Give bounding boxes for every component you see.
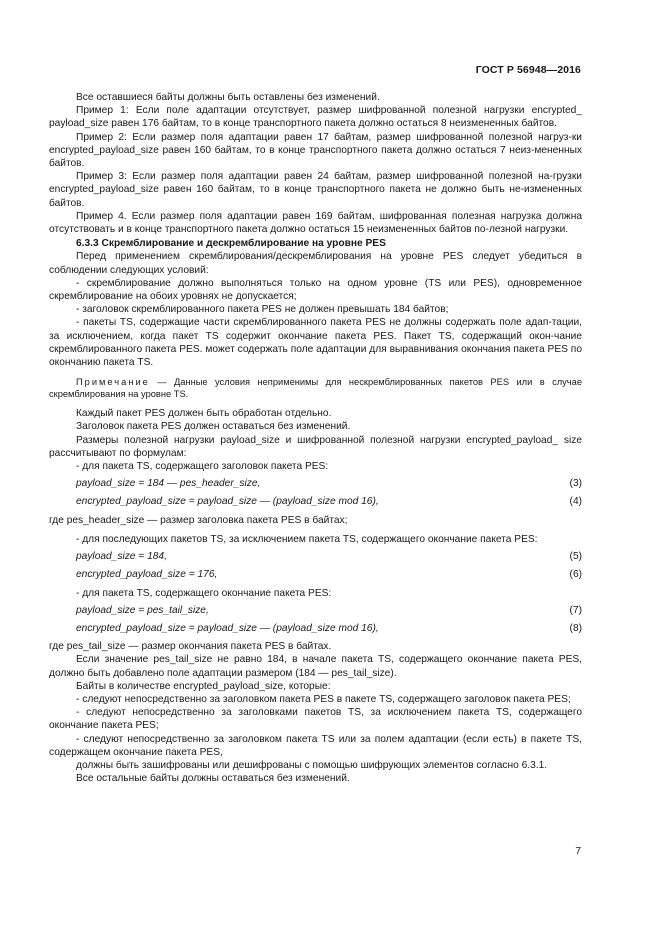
paragraph: Каждый пакет PES должен быть обработан отдельно. (76, 408, 332, 420)
formula-row (49, 622, 582, 635)
document-body (49, 91, 582, 785)
example-4: Пример 4. Если размер поля адаптации равен 169 байтам, шифрованная полезная нагрузка должна отсутствовать и в конце транспортного пакета должно остаться 15 неизмененных байтов по-лезной нагрузки. (49, 210, 582, 236)
paragraph: Размеры полезной нагрузки payload_size и шифрованной полезной нагрузки encrypted_payload_ size рассчитывают по формулам: (49, 434, 582, 459)
bullet-item: - следуют непосредственно за заголовком пакета PES в пакете TS, содержащего заголовок пакета PES; (76, 693, 571, 705)
formula-number: (8) (569, 622, 582, 634)
paragraph: Все остальные байты должны оставаться без изменений. (76, 773, 350, 785)
case-item: - для пакета TS, содержащего окончание пакета PES: (76, 587, 332, 599)
example-2: Пример 2: Если размер поля адаптации равен 17 байтам, размер шифрованной полезной нагруз-ки encrypted_payload_size равен 160 байтам, то в конце транспортного пакета должно остаться 7 неиз-мененных байтов. (49, 131, 582, 170)
condition-item: - пакеты TS, содержащие части скремблированного пакета PES не должны содержать поле адап-тации, за исключением, когда пакет TS содержит окончание пакета PES. Пакет TS, содержащий окон-чание скремблированного пакета PES. может содержать поле адаптации для выравнивания окончания пакета PES по окончанию пакета TS. (49, 317, 582, 369)
formula-expression: encrypted_payload_size = 176, (76, 569, 218, 581)
paragraph: Все оставшиеся байты должны быть оставлены без изменений. (76, 92, 380, 103)
note-text: — Данные условия неприменимы для нескремблированных пакетов PES или в случае скремблирования на уровне TS. (49, 377, 582, 400)
case-item: - для пакета TS, содержащего заголовок пакета PES: (76, 461, 329, 473)
definition: где pes_tail_size — размер окончания пакета PES в байтах. (49, 641, 332, 653)
definition: где pes_header_size — размер заголовка пакета PES в байтах; (49, 514, 348, 526)
formula-number: (5) (569, 551, 582, 563)
paragraph: Заголовок пакета PES должен оставаться без изменений. (76, 421, 351, 433)
bullet-item: - следуют непосредственно за заголовками пакетов TS, за исключением пакета TS, содержащего окончание пакета PES; (49, 707, 582, 732)
condition-item: - заголовок скремблированного пакета PES не должен превышать 184 байтов; (76, 304, 449, 316)
condition-item: - скремблирование должно выполняться только на одном уровне (TS или PES), одновременное скремблирование на обоих уровнях не допускается; (49, 277, 582, 303)
case-item: - для последующих пакетов TS, за исключением пакета TS, содержащего окончание пакета PES: (76, 533, 538, 545)
note-label: Примечание (76, 377, 150, 388)
example-3: Пример 3: Если размер поля адаптации равен 24 байтам, размер шифрованной полезной на-грузки encrypted_payload_size равен 160 байтам, то в конце транспортного пакета не должно быть не-измененных байтов. (49, 171, 582, 209)
note (49, 376, 582, 400)
paragraph: Перед применением скремблирования/дескремблирования на уровне PES следует убедиться в соблюдении следующих условий: (49, 251, 582, 276)
paragraph: должны быть зашифрованы или дешифрованы с помощью шифрующих элементов согласно 6.3.1. (76, 759, 548, 771)
page-number: 7 (575, 846, 581, 857)
paragraph: Если значение pes_tail_size не равно 184, в начале пакета TS, содержащего окончание пакета PES, должно быть добавлено поле адаптации размером (184 — pes_tail_size). (49, 654, 582, 679)
bullet-item: - следуют непосредственно за заголовком пакета TS или за полем адаптации (если есть) в пакете TS, содержащем окончание пакета PES, (49, 733, 582, 758)
formula-expression: encrypted_payload_size = payload_size — (payload_size mod 16), (76, 622, 379, 634)
formula-row (49, 495, 582, 508)
formula-expression: payload_size = pes_tail_size, (76, 604, 209, 616)
section-heading: 6.3.3 Скремблирование и дескремблирование на уровне PES (76, 238, 386, 250)
formula-row (49, 477, 582, 490)
formula-number: (4) (569, 496, 582, 508)
formula-number: (7) (569, 604, 582, 616)
formula-number: (6) (569, 569, 582, 581)
formula-row (49, 604, 582, 617)
formula-expression: payload_size = 184 — pes_header_size, (76, 478, 261, 490)
formula-row (49, 568, 582, 581)
document-header: ГОСТ Р 56948—2016 (475, 64, 581, 76)
formula-row (49, 550, 582, 563)
example-1: Пример 1: Если поле адаптации отсутствует, размер шифрованной полезной нагрузки encrypted_ payload_size равен 176 байтам, то в конце транспортного пакета должно остаться 8 неизмененных байтов. (49, 105, 582, 130)
paragraph: Байты в количестве encrypted_payload_size, которые: (76, 680, 331, 692)
formula-expression: encrypted_payload_size = payload_size — (payload_size mod 16), (76, 496, 379, 508)
formula-expression: payload_size = 184, (76, 551, 167, 563)
formula-number: (3) (569, 478, 582, 490)
